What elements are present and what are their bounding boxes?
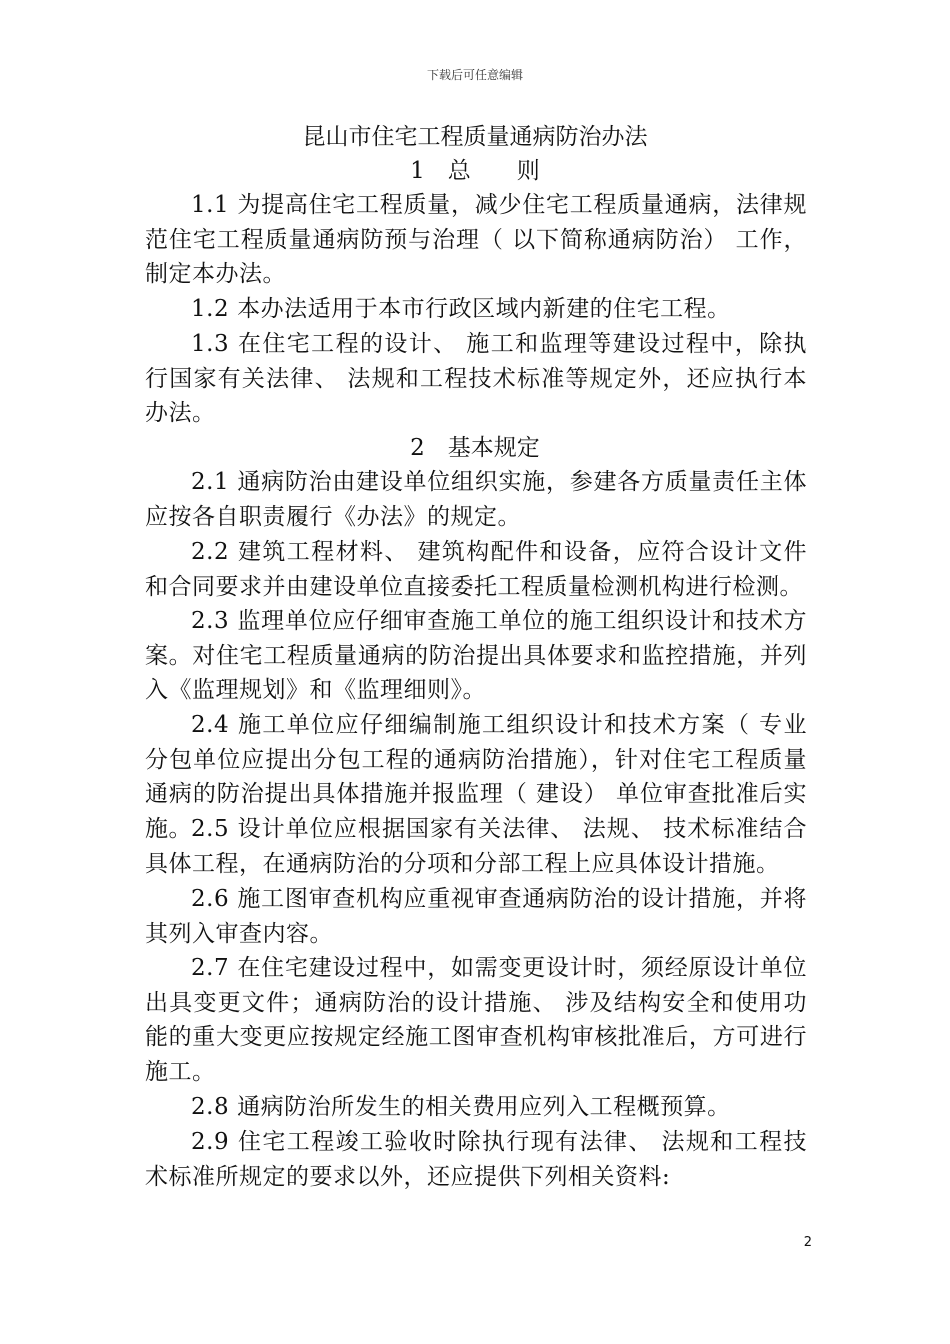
clause-number: 2.9: [191, 1129, 230, 1155]
clause-number: 1.1: [191, 192, 230, 218]
clause-number: 2.1: [191, 469, 230, 495]
paragraph-2-9: [145, 1125, 807, 1194]
page-number: 2: [803, 1235, 812, 1250]
clause-text: 住宅工程竣工验收时除执行现有法律、 法规和工程技术标准所规定的要求以外，还应提供下列相关资料:: [145, 1129, 807, 1190]
paragraph-1-1: [145, 188, 807, 292]
clause-text: 通病防治由建设单位组织实施，参建各方质量责任主体应按各自职责履行《办法》的规定。: [145, 469, 807, 530]
clause-number: 2.6: [191, 886, 230, 912]
section-heading-general: 1 总 则: [410, 158, 540, 184]
clause-text: 在住宅工程的设计、 施工和监理等建设过程中，除执行国家有关法律、 法规和工程技术标准等规定外，还应执行本办法。: [145, 331, 807, 427]
paragraph-2-3: [145, 604, 807, 708]
clause-text: 建筑工程材料、 建筑构配件和设备，应符合设计文件和合同要求并由建设单位直接委托工程质量检测机构进行检测。: [145, 539, 807, 600]
page-header: 下载后可任意编辑: [426, 68, 523, 82]
clause-text: 本办法适用于本市行政区域内新建的住宅工程。: [237, 296, 731, 322]
clause-number: 2.8: [191, 1094, 230, 1120]
document-title: 昆山市住宅工程质量通病防治办法: [302, 124, 648, 150]
clause-text: 施工图审查机构应重视审查通病防治的设计措施，并将其列入审查内容。: [145, 886, 807, 947]
section-heading-basic-rules: 2 基本规定: [410, 435, 540, 461]
clause-number: 2.2: [191, 539, 230, 565]
clause-number: 2.3: [191, 608, 230, 634]
clause-text: 通病防治所发生的相关费用应列入工程概预算。: [237, 1094, 731, 1120]
clause-text: 设计单位应根据国家有关法律、 法规、 技术标准结合具体工程，在通病防治的分项和分部工程上应具体设计措施。: [145, 816, 807, 877]
clause-text: 监理单位应仔细审查施工单位的施工组织设计和技术方案。对住宅工程质量通病的防治提出具体要求和监控措施，并列入《监理规划》和《监理细则》。: [145, 608, 807, 704]
clause-number: 2.4: [191, 712, 230, 738]
paragraph-2-1: [145, 465, 807, 534]
clause-text: 为提高住宅工程质量，减少住宅工程质量通病，法律规范住宅工程质量通病防预与治理（ 以下简称通病防治） 工作，制定本办法。: [145, 192, 807, 288]
clause-text: 施工单位应仔细编制施工组织设计和技术方案（ 专业分包单位应提出分包工程的通病防治措施），针对住宅工程质量通病的防治提出具体措施并报监理（ 建设） 单位审查批准后实施。: [145, 712, 807, 842]
clause-number: 2.5: [191, 816, 230, 842]
paragraph-1-2: [145, 292, 807, 327]
clause-number: 1.2: [191, 296, 230, 322]
paragraph-1-3: [145, 327, 807, 431]
clause-number: 1.3: [191, 331, 230, 357]
paragraph-2-7: [145, 951, 807, 1089]
clause-number: 2.7: [191, 955, 230, 981]
paragraph-2-8: [145, 1090, 807, 1125]
paragraph-2-2: [145, 535, 807, 604]
paragraph-2-6: [145, 882, 807, 951]
clause-text: 在住宅建设过程中，如需变更设计时，须经原设计单位出具变更文件；通病防治的设计措施、 涉及结构安全和使用功能的重大变更应按规定经施工图审查机构审核批准后，方可进行施工。: [145, 955, 807, 1085]
paragraph-2-5: [145, 812, 807, 881]
